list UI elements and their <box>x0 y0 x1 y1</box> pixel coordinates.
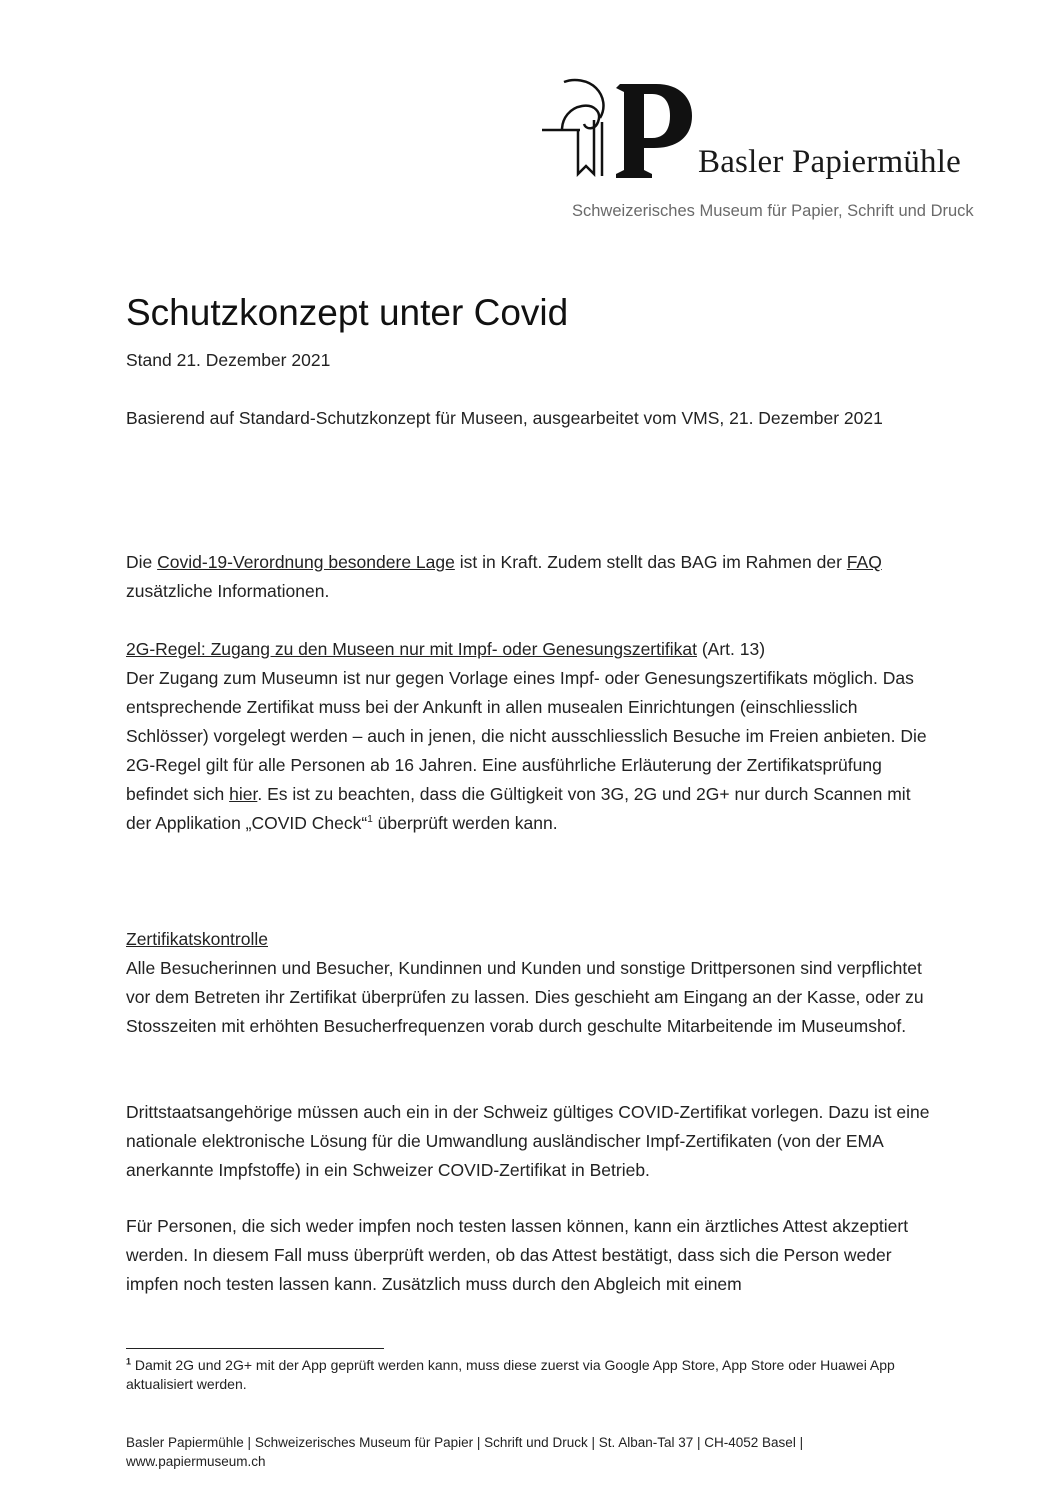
footnote-divider <box>126 1348 384 1349</box>
logo-subtitle: Schweizerisches Museum für Papier, Schrift und Druck <box>572 202 974 220</box>
basis-paragraph: Basierend auf Standard-Schutzkonzept für Museen, ausgearbeitet vom VMS, 21. Dezember 2021 <box>126 408 883 428</box>
intro-paragraph <box>126 548 936 606</box>
zertifikatspruefung-link[interactable]: hier <box>229 784 258 804</box>
faq-link[interactable]: FAQ <box>846 552 882 572</box>
footnote-text: Damit 2G und 2G+ mit der App geprüft werden kann, muss diese zuerst via Google App Store, App Store oder Huawei App aktualisiert werden. <box>126 1357 895 1392</box>
paper-mill-logo-icon <box>540 78 700 188</box>
section-2g-body-pre: Der Zugang zum Museumn ist nur gegen Vorlage eines Impf- oder Genesungszertifikats möglich. Das entsprechende Zertifikat muss bei der Ankunft in allen musealen Einrichtungen (einschliesslich Schlösser) vorgelegt werden – auch in jenen, die nicht ausschliesslich Besuche im Freien anbieten. Die 2G-Regel gilt für alle Personen ab 16 Jahren. Eine ausführliche Erläuterung der Zertifikatsprüfung befindet sich <box>126 668 927 804</box>
section-certificate-p2: Drittstaatsangehörige müssen auch ein in der Schweiz gültiges COVID-Zertifikat vorlegen. Dazu ist eine nationale elektronische Lösung für die Umwandlung ausländischer Impf-Zertifikaten (von der EMA anerkannte Impfstoffe) in ein Schweizer COVID-Zertifikat in Betrieb. <box>126 1102 930 1180</box>
section-certificate-p1: Alle Besucherinnen und Besucher, Kundinnen und Kunden und sonstige Drittpersonen sind verpflichtet vor dem Betreten ihr Zertifikat überprüfen zu lassen. Dies geschieht am Eingang an der Kasse, oder zu Stosszeiten mit erhöhten Besucherfrequenzen vorab durch geschulte Mitarbeitende im Museumshof. <box>126 958 924 1036</box>
footnote-number: 1 <box>126 1356 132 1367</box>
covid-verordnung-link[interactable]: Covid-19-Verordnung besondere Lage <box>157 552 455 572</box>
section-certificate-heading: Zertifikatskontrolle <box>126 929 268 949</box>
stand-date: Stand 21. Dezember 2021 <box>126 350 331 370</box>
intro-text-mid: ist in Kraft. Zudem stellt das BAG im Rahmen der <box>454 552 847 572</box>
footnote <box>126 1356 946 1394</box>
footnote-reference: 1 <box>367 814 373 826</box>
section-2g-article: (Art. 13) <box>696 639 766 659</box>
intro-text-pre: Die <box>126 552 158 572</box>
page-footer <box>126 1433 946 1471</box>
intro-text-post: zusätzliche Informationen. <box>126 581 330 601</box>
logo-name: Basler Papiermühle <box>698 144 961 180</box>
footer-address: Basler Papiermühle | Schweizerisches Museum für Papier | Schrift und Druck | St. Alban-Tal 37 | CH-4052 Basel | <box>126 1435 804 1450</box>
page-title: Schutzkonzept unter Covid <box>126 292 569 333</box>
section-2g-body-mid: . Es ist zu beachten, dass die Gültigkeit von 3G, 2G und 2G+ nur durch Scannen mit der Applikation „COVID Check“ <box>126 784 911 833</box>
footer-website[interactable]: www.papiermuseum.ch <box>126 1454 266 1469</box>
section-certificate-p3: Für Personen, die sich weder impfen noch testen lassen können, kann ein ärztliches Attest akzeptiert werden. In diesem Fall muss überprüft werden, ob das Attest bestätigt, dass sich die Person weder impfen noch testen lassen kann. Zusätzlich muss durch den Abgleich mit einem <box>126 1216 909 1294</box>
museum-logo <box>540 78 1010 228</box>
section-2g <box>126 635 936 838</box>
section-2g-heading: 2G-Regel: Zugang zu den Museen nur mit Impf- oder Genesungszertifikat <box>126 639 697 659</box>
section-2g-body-post: überprüft werden kann. <box>372 813 558 833</box>
section-certificate <box>126 925 936 1041</box>
